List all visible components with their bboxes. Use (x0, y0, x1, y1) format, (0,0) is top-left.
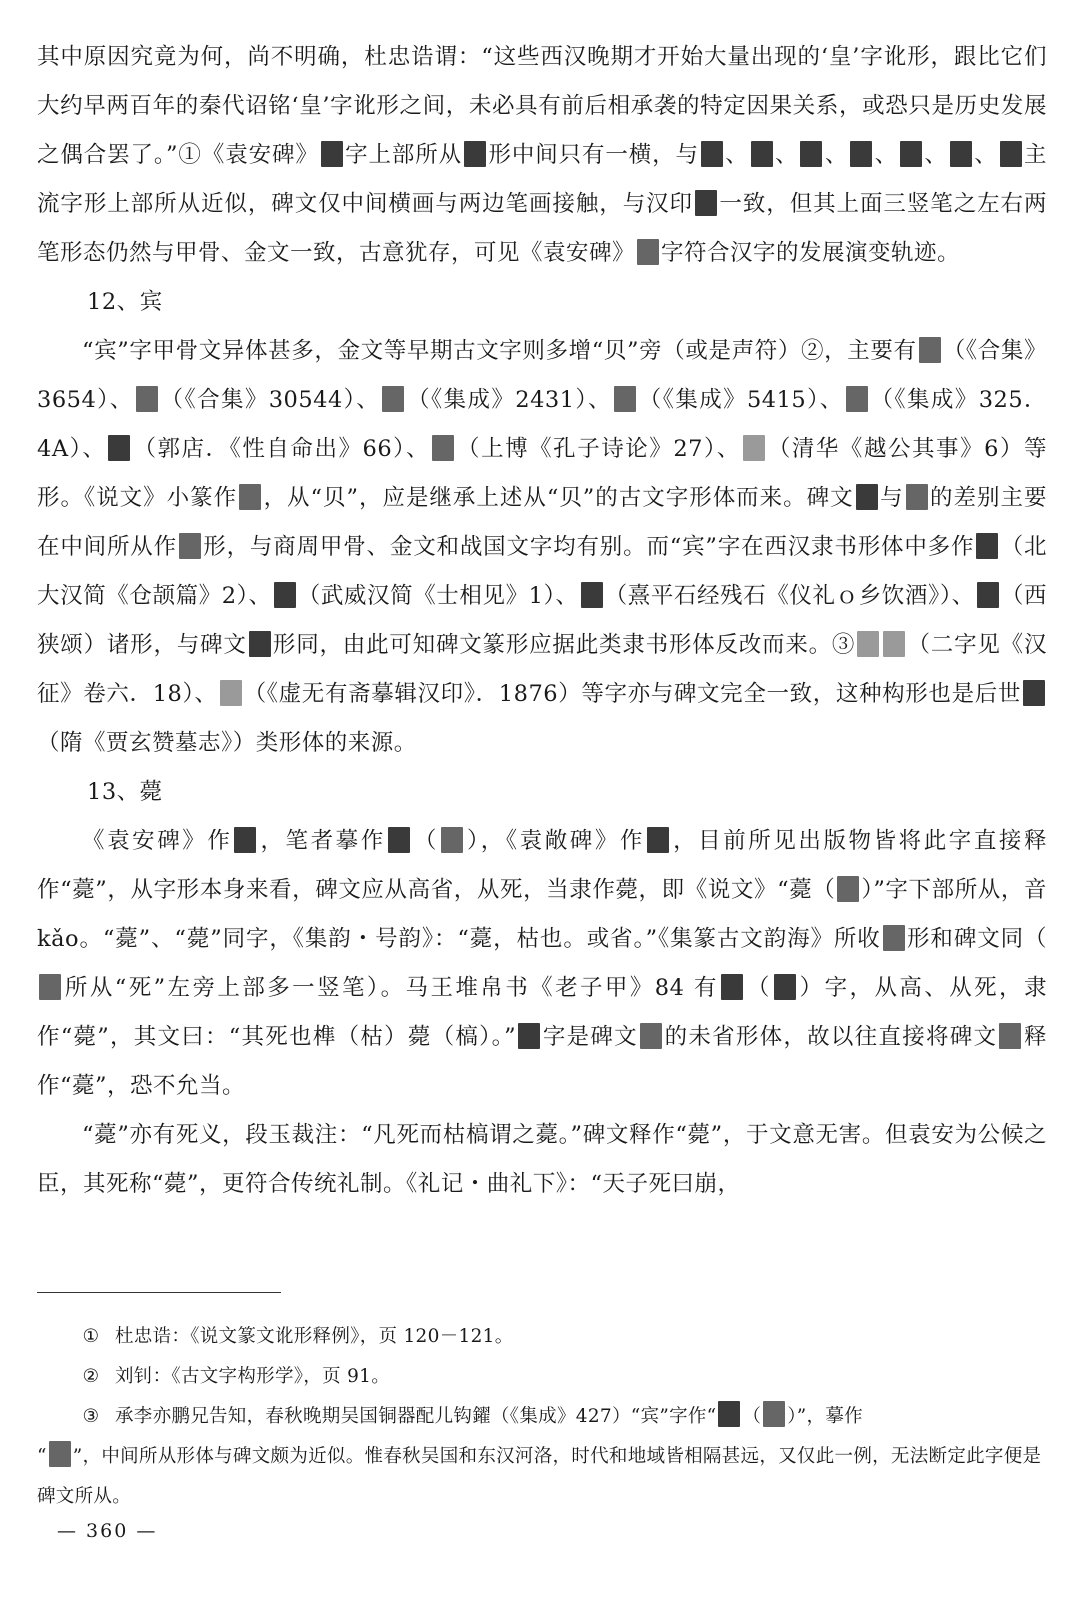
glyph-image (274, 582, 296, 608)
glyph-image-huang (637, 239, 659, 265)
text-run: （郭店．《性自命出》66）、 (132, 436, 430, 462)
text-run: （西狭颂）诸形，与碑文 (37, 583, 1047, 658)
footnote-2 (37, 1357, 1047, 1397)
glyph-image (581, 582, 603, 608)
text-run: 释作“薧”，恐不允当。 (37, 1024, 1047, 1099)
glyph-image (518, 1023, 540, 1049)
text-run: （《合集》30544）、 (159, 387, 381, 413)
glyph-image (883, 925, 905, 951)
paragraph-huang: 其中原因究竟为何，尚不明确，杜忠诰谓：“这些西汉晚期才开始大量出现的‘皇’字讹形，跟比它们大约早两百年的秦代诏铭‘皇’字讹形之间，未必具有前后相承袭的特定因果关系，或恐只是历史发展之偶合罢了。”①《袁安碑》 字上部所从 形中间只有一横，与 、 、 、 、 、 、 主流字形上部所从近似，碑文仅中间横画与两边笔画接触，与汉印 一致，但其上面三竖笔之左右两笔形态仍然与甲骨、金文一致，古意犹存，可见《袁安碑》 字符合汉字的发展演变轨迹。 (37, 44, 1047, 266)
glyph-image (846, 386, 868, 412)
text-run: （二字见《汉征》卷六．18）、 (37, 632, 1047, 707)
glyph-image (108, 435, 130, 461)
main-text (37, 33, 1047, 1209)
glyph-image (640, 1023, 662, 1049)
page-number: — 360 — (57, 1520, 158, 1542)
glyph-image (249, 631, 271, 657)
footnote-divider (37, 1292, 281, 1293)
glyph-image (382, 386, 404, 412)
text-run: 的未省形体，故以往直接将碑文 (663, 1024, 998, 1050)
text-run: （清华《越公其事》6）等形。《说文》小篆作 (37, 436, 1047, 511)
glyph-image (999, 1023, 1021, 1049)
text-run: （隋《贾玄赞墓志》）类形体的来源。 (37, 730, 417, 756)
glyph-image (239, 484, 261, 510)
text-run: （《集成》5415）、 (637, 387, 844, 413)
text-run: （《虚无有斋摹辑汉印》．1876）等字亦与碑文完全一致，这种构形也是后世 (243, 681, 1021, 707)
text-run: （上博《孔子诗论》27）、 (456, 436, 741, 462)
glyph-image (647, 827, 669, 853)
section-heading-13: 13、薨 (87, 779, 163, 805)
text-run: 形中间只有一横，与 (488, 142, 699, 168)
text-run: 字上部所从 (344, 142, 463, 168)
section-heading-12: 12、宾 (87, 289, 163, 315)
text-run: （武威汉简《士相见》1）、 (297, 583, 579, 609)
text-run: ，笔者摹作 (258, 828, 386, 854)
glyph-image (743, 435, 765, 461)
footnote-number: ① (82, 1326, 100, 1347)
text-run: （熹平石经残石《仪礼ｏ乡饮酒》）、 (604, 583, 975, 609)
glyph-image (441, 827, 463, 853)
glyph-image (919, 337, 941, 363)
text-run: ）”字下部所从，音 kǎo。“薧”、“薨”同字，《集韵・号韵》：“薧，枯也。或省。”《集篆古文韵海》所收 (37, 877, 1047, 952)
footnote-text: 杜忠诰：《说文篆文讹形释例》，页 120－121。 (115, 1326, 514, 1347)
glyph-image (220, 680, 242, 706)
glyph-image (856, 484, 878, 510)
glyph-image (837, 876, 859, 902)
footnote-text: 承李亦鹏兄告知，春秋晚期吴国铜器配儿钩鑃（《集成》427）“宾”字作“ (115, 1406, 717, 1427)
text-run: 《袁安碑》作 (82, 828, 233, 854)
glyph-image (1000, 141, 1022, 167)
glyph-image (701, 141, 723, 167)
glyph-image (800, 141, 822, 167)
text-run: ，目前所见出版物皆将此字直接释作“薧”，从字形本身来看，碑文应从高省，从死，当隶作薨，即《说文》“薧（ (37, 828, 1047, 903)
text-run: 其中原因究竟为何，尚不明确，杜忠诰谓：“这些西汉晚期才开始大量出现的‘皇’字讹形，跟比它们大约早两百年的秦代诏铭‘皇’字讹形之间，未必具有前后相承袭的特定因果关系，或恐只是历史发展之偶合罢了。”①《袁安碑》 (37, 44, 1047, 168)
glyph-image (774, 974, 796, 1000)
footnote-number: ③ (82, 1406, 100, 1427)
glyph-image-huang (321, 141, 343, 167)
text-run: “宾”字甲骨文异体甚多，金文等早期古文字则多增“贝”旁（或是声符）②，主要有 (82, 338, 917, 364)
text-run: （《集成》2431）、 (406, 387, 612, 413)
glyph-image (976, 533, 998, 559)
text-run: （ (411, 828, 439, 854)
footnote-text: （ (742, 1406, 762, 1427)
text-run: ），《袁敞碑》作 (464, 828, 645, 854)
glyph-image (906, 484, 928, 510)
glyph-image (234, 827, 256, 853)
glyph-image (883, 631, 905, 657)
footnote-number: ② (82, 1366, 100, 1387)
glyph-image (950, 141, 972, 167)
glyph-image (136, 386, 158, 412)
glyph-image (751, 141, 773, 167)
text-run: 形同，由此可知碑文篆形应据此类隶书形体反改而来。③ (272, 632, 856, 658)
footnote-1 (37, 1317, 1047, 1357)
footnote-text: 刘钊：《古文字构形学》，页 91。 (115, 1366, 391, 1387)
text-run: ）字，从高、从死，隶作“薨”，其文曰：“其死也榫（枯）薨（槁）。” (37, 975, 1047, 1050)
text-run: 字符合汉字的发展演变轨迹。 (661, 240, 961, 266)
glyph-image-seal (695, 190, 717, 216)
glyph-image (857, 631, 879, 657)
glyph-image (850, 141, 872, 167)
glyph-image (718, 1401, 740, 1427)
glyph-image (721, 974, 743, 1000)
glyph-image (432, 435, 454, 461)
glyph-image (977, 582, 999, 608)
glyph-image (900, 141, 922, 167)
glyph-image-component (464, 141, 486, 167)
footnote-text: “ (37, 1446, 47, 1467)
text-run: （《集成》325．4A）、 (37, 387, 1048, 462)
paragraph-rites: “薧”亦有死义，段玉裁注：“凡死而枯槁谓之薧。”碑文释作“薨”，于文意无害。但袁安为公候之臣，其死称“薨”，更符合传统礼制。《礼记・曲礼下》：“天子死曰崩， (37, 1122, 1047, 1197)
text-run: （北大汉简《仓颉篇》2）、 (37, 534, 1047, 609)
glyph-image (388, 827, 410, 853)
glyph-image (1023, 680, 1045, 706)
text-run: （ (744, 975, 772, 1001)
paragraph-bin (37, 327, 1047, 768)
text-run: 一致，但其上面三竖笔之左右两笔形态仍然与甲骨、金文一致，古意犹存，可见《袁安碑》 (37, 191, 1047, 266)
glyph-image (763, 1401, 785, 1427)
text-run: 主流字形上部所从近似，碑文仅中间横画与两边笔画接触，与汉印 (37, 142, 1047, 217)
text-run: 形，与商周甲骨、金文和战国文字均有别。而“宾”字在西汉隶书形体中多作 (202, 534, 975, 560)
footnotes (37, 1317, 1047, 1517)
paragraph-hong (37, 817, 1047, 1111)
text-run: （《合集》3654）、 (37, 338, 1047, 413)
glyph-image (614, 386, 636, 412)
footnote-3 (37, 1397, 1047, 1517)
glyph-image-component (179, 533, 201, 559)
text-run: 的差别主要在中间所从作 (37, 485, 1047, 560)
glyph-image (49, 1441, 71, 1467)
text-run: 与 (879, 485, 904, 511)
glyph-image (39, 974, 61, 1000)
text-run: 形和碑文同（ (906, 926, 1047, 952)
footnote-text: ”，中间所从形体与碑文颇为近似。惟春秋吴国和东汉河洛，时代和地域皆相隔甚远，又仅此一例，无法断定此字便是碑文所从。 (37, 1446, 1042, 1507)
text-run: ，从“贝”，应是继承上述从“贝”的古文字形体而来。碑文 (263, 485, 854, 511)
text-run: 字是碑文 (542, 1024, 638, 1050)
footnote-text: ）”，摹作 (787, 1406, 863, 1427)
text-run: 所从“死”左旁上部多一竖笔）。马王堆帛书《老子甲》84 有 (63, 975, 719, 1001)
